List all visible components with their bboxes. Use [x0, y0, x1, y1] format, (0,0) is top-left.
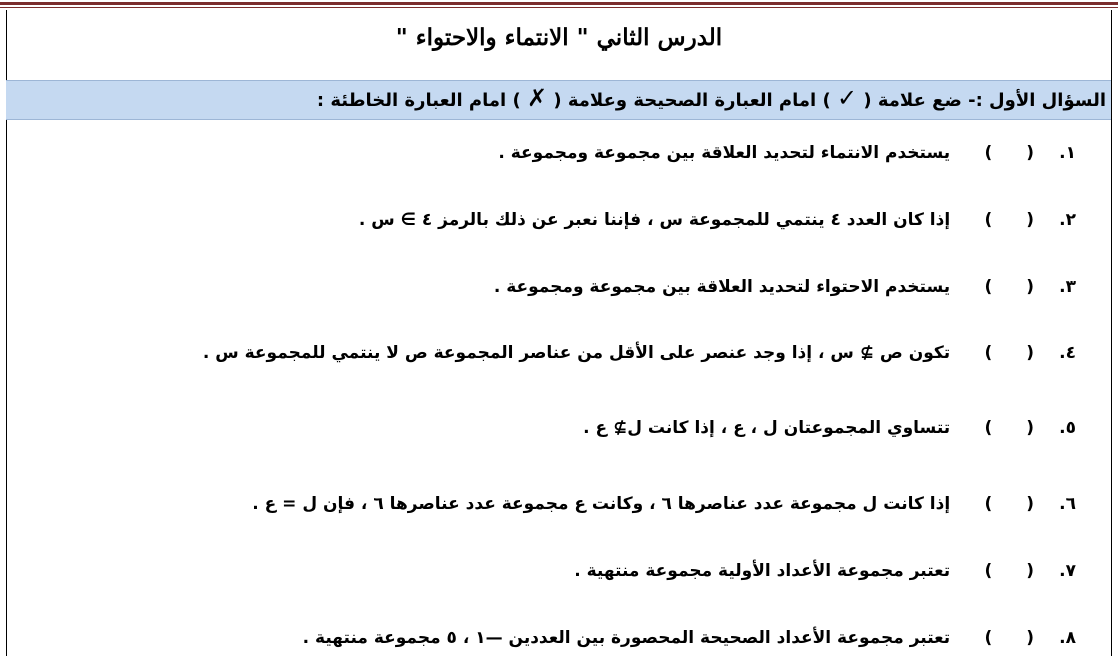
item-number: ٥. [1059, 418, 1076, 438]
answer-box[interactable]: () [984, 210, 1035, 230]
item-number: ٢. [1059, 210, 1076, 230]
top-border-thin-line [0, 7, 1118, 8]
page-right-border [1111, 10, 1112, 656]
question-instruction [16, 84, 1106, 112]
cross-mark-icon: ✗ [526, 84, 548, 112]
statement-item-3 [36, 277, 1076, 297]
answer-box[interactable]: () [984, 418, 1035, 438]
item-text: تكون ص ⊉ س ، إذا وجد عنصر على الأقل من عناصر المجموعة ص لا ينتمي للمجموعة س . [202, 343, 951, 363]
item-number: ٦. [1059, 494, 1076, 514]
item-text: تعتبر مجموعة الأعداد الصحيحة المحصورة بين العددين —١ ، ٥ مجموعة منتهية . [302, 628, 951, 648]
page-top-border [0, 0, 1118, 10]
item-number: ١. [1059, 143, 1076, 163]
item-text: يستخدم الانتماء لتحديد العلاقة بين مجموعة ومجموعة . [498, 143, 951, 163]
answer-box[interactable]: () [984, 628, 1035, 648]
answer-box[interactable]: () [984, 277, 1035, 297]
answer-box[interactable]: () [984, 143, 1035, 163]
statement-item-8 [36, 628, 1076, 648]
item-number: ٤. [1059, 343, 1076, 363]
item-number: ٧. [1059, 561, 1076, 581]
statement-item-4 [36, 343, 1076, 363]
answer-box[interactable]: () [984, 343, 1035, 363]
check-mark-icon: ✓ [836, 84, 858, 112]
item-number: ٣. [1059, 277, 1076, 297]
statement-item-5 [36, 418, 1076, 438]
instruction-middle: ) امام العبارة الصحيحة وعلامة ( [553, 90, 831, 111]
answer-box[interactable]: () [984, 561, 1035, 581]
item-text: إذا كان العدد ٤ ينتمي للمجموعة س ، فإننا نعبر عن ذلك بالرمز ٤ ∋ س . [358, 210, 951, 230]
statement-item-2 [36, 210, 1076, 230]
instruction-prefix: السؤال الأول :- ضع علامة ( [863, 90, 1106, 111]
statement-item-1 [36, 143, 1076, 163]
instruction-suffix: ) امام العبارة الخاطئة : [316, 90, 521, 111]
item-text: يستخدم الاحتواء لتحديد العلاقة بين مجموعة ومجموعة . [493, 277, 951, 297]
statement-item-6 [36, 494, 1076, 514]
item-text: تعتبر مجموعة الأعداد الأولية مجموعة منتهية . [574, 561, 951, 581]
statement-item-7 [36, 561, 1076, 581]
top-border-thick-line [0, 2, 1118, 5]
item-number: ٨. [1059, 628, 1076, 648]
answer-box[interactable]: () [984, 494, 1035, 514]
item-text: إذا كانت ل مجموعة عدد عناصرها ٦ ، وكانت ع مجموعة عدد عناصرها ٦ ، فإن ل = ع . [252, 494, 951, 514]
item-text: تتساوي المجموعتان ل ، ع ، إذا كانت ل⊉ ع . [583, 418, 951, 438]
lesson-title: الدرس الثاني " الانتماء والاحتواء " [395, 24, 723, 51]
